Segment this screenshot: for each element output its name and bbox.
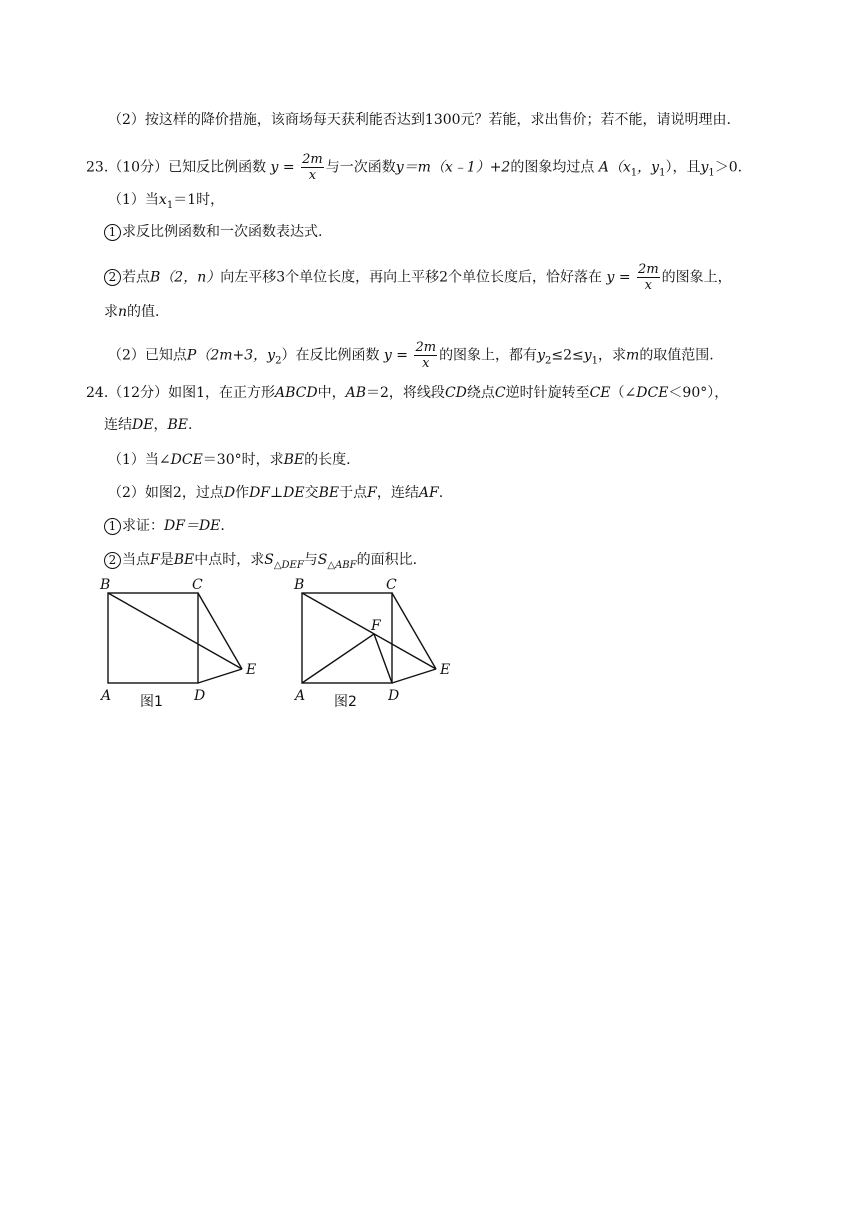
segment-be [108,593,242,669]
q23-sub2: 2 若点B（2，n）向左平移3个单位长度，再向上平移2个单位长度后，恰好落在 y = $\frac{2m}{x}$ 的图象上， [104,262,732,293]
label-b: B [100,577,111,593]
segment-de [198,669,242,683]
circled-number-2: 2 [104,269,121,286]
label-d: D [388,688,400,704]
square-abcd [302,593,392,683]
q23-fraction-2: $\frac{2m}{x}$ [638,262,659,293]
q24-part1: （1）当∠DCE＝30°时，求BE的长度. [108,452,351,468]
circled-number-1: 1 [104,224,121,241]
label-a: A [101,688,112,704]
q24-sub1: 1 求证：DF＝DE. [104,516,225,536]
q24-part2: （2）如图2，过点D作DF⊥DE交BE于点F，连结AF. [108,485,444,501]
label-e: E [246,662,257,678]
q23-fraction: $\frac{2m}{x}$ [302,152,323,183]
label-d: D [194,688,206,704]
q24-stem-line2: 连结DE，BE. [104,417,193,433]
q23-sub1: 1 求反比例函数和一次函数表达式. [104,222,322,242]
label-b: B [294,577,305,593]
q23-part1: （1）当$x_1=1$时， [108,192,225,211]
segment-de [392,669,436,683]
q24-sub2: 2 当点F是BE中点时，求$S_{\triangle DEF}$与$S_{\triangle ABF}$的面积比. [104,550,417,576]
figure-2 [290,574,470,714]
q22-part2: （2）按这样的降价措施，该商场每天获利能否达到1300元？若能，求出售价；若不能，请说明理由. [108,112,731,128]
q23-part2: （2）已知点P（2m+3，$y_2$）在反比例函数 y = $\frac{2m}{x}$ 的图象上，都有$y_2\le 2\le y_1$，求m的取值范围. [108,340,714,371]
segment-af [302,634,374,683]
label-c: C [192,577,203,593]
q23-stem: 23.（10分）已知反比例函数 y = $\frac{2m}{x}$ 与一次函数y＝m（x﹣1）+2的图象均过点 $A(x_1$，$y_1$），且$y_1>0$. [86,152,743,183]
label-c: C [386,577,397,593]
label-f: F [371,618,381,634]
square-abcd [108,593,198,683]
segment-df [374,634,392,683]
circled-number-1: 1 [104,518,121,535]
figure-2-caption: 图2 [334,694,357,710]
q23-sub2-line2: 求n的值. [104,304,160,320]
segment-ce [392,593,436,669]
figure-1-caption: 图1 [140,694,163,710]
label-a: A [295,688,306,704]
segment-ce [198,593,242,669]
q24-stem: 24.（12分）如图1，在正方形ABCD中，AB＝2，将线段CD绕点C逆时针旋转至CE（∠DCE＜90°）， [86,385,729,401]
q23-fraction-3: $\frac{2m}{x}$ [415,340,437,371]
segment-be [302,593,436,669]
figure-1 [96,574,276,714]
circled-number-2: 2 [104,552,121,569]
label-e: E [440,662,451,678]
